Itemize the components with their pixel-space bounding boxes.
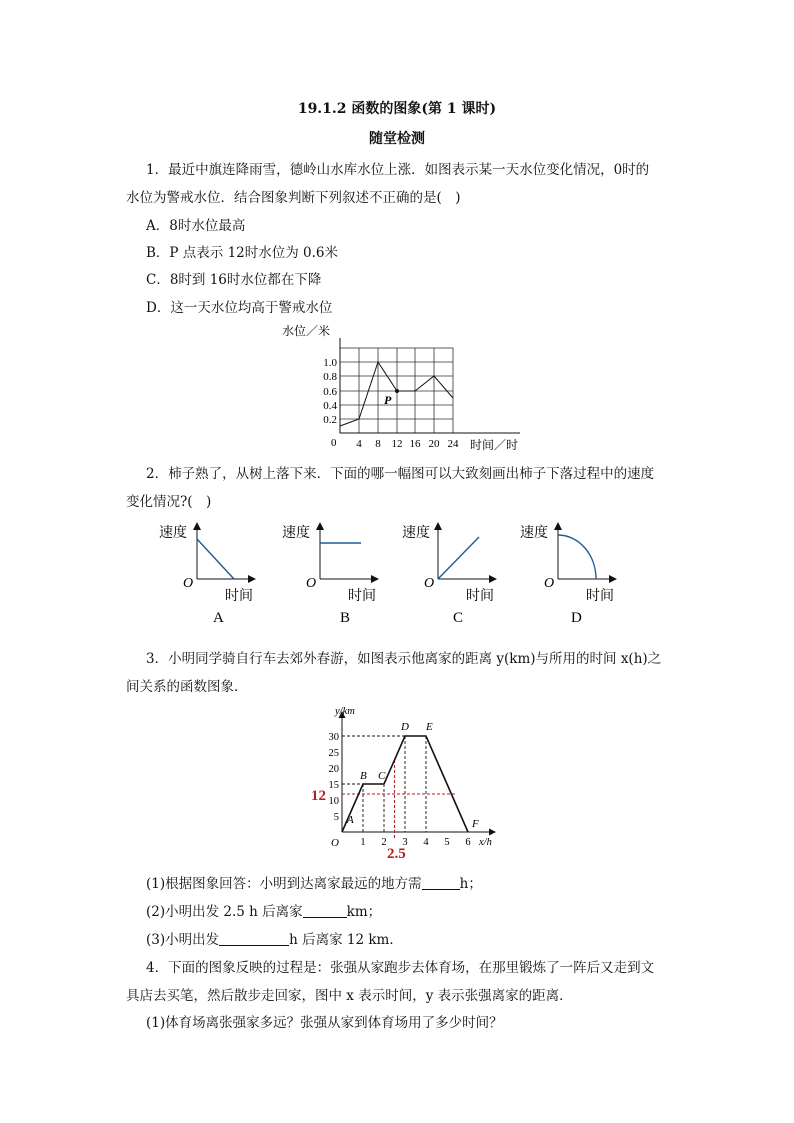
- svg-text:O: O: [424, 576, 435, 591]
- x-tick: 8: [375, 438, 381, 450]
- q3-y-label: y/km: [335, 706, 355, 717]
- q3-mark-25: 2.5: [387, 846, 406, 862]
- svg-text:时间: 时间: [466, 589, 494, 604]
- q3-sub2: (2)小明出发 2.5 h 后离家 km；: [146, 904, 382, 920]
- svg-text:D: D: [571, 610, 582, 626]
- q1-text-line2: 水位为警戒水位．结合图象判断下列叙述不正确的是( ): [126, 190, 461, 206]
- svg-text:B: B: [360, 770, 367, 782]
- y-tick: 0.8: [323, 371, 337, 383]
- x-tick: 16: [409, 438, 421, 450]
- q4-text-line1: 4．下面的图象反映的过程是：张强从家跑步去体育场，在那里锻炼了一阵后又走到文: [146, 960, 655, 976]
- point-p: [395, 389, 399, 393]
- svg-text:速度: 速度: [282, 526, 310, 541]
- svg-text:C: C: [378, 770, 386, 782]
- svg-text:C: C: [453, 610, 464, 626]
- q3-sub3: (3)小明出发 h 后离家 12 km．: [146, 932, 403, 948]
- q3-text-line2: 间关系的函数图象．: [126, 679, 248, 695]
- svg-text:6: 6: [465, 837, 471, 848]
- svg-text:时间: 时间: [586, 589, 614, 604]
- svg-text:时间: 时间: [225, 589, 253, 604]
- q1-option-b: B．P 点表示 12时水位为 0.6米: [146, 245, 339, 261]
- y-tick: 0.2: [323, 414, 337, 426]
- q1-text-line1: 1．最近中旗连降雨雪，德岭山水库水位上涨．如图表示某一天水位变化情况，0时的: [146, 162, 650, 178]
- q3-mark-12: 12: [311, 788, 326, 804]
- q3-x-label: x/h: [479, 837, 492, 848]
- chart-y-label: 水位／米: [282, 324, 331, 338]
- answer-blank-2[interactable]: [303, 903, 347, 918]
- svg-text:25: 25: [328, 748, 339, 759]
- y-tick: 0.6: [323, 386, 337, 398]
- q1-water-level-chart: [278, 320, 538, 455]
- chart-origin: 0: [331, 437, 337, 449]
- svg-text:A: A: [347, 814, 354, 826]
- q4-sub1: (1)体育场离张强家多远？张强从家到体育场用了多少时间？: [146, 1015, 503, 1031]
- q2-speed-graphs: [150, 515, 640, 630]
- svg-text:E: E: [426, 721, 433, 733]
- svg-text:D: D: [401, 721, 409, 733]
- svg-text:5: 5: [333, 812, 339, 823]
- page-title: 19.1.2 函数的图象(第 1 课时): [297, 101, 497, 117]
- graph-b: [282, 523, 378, 626]
- q3-text-line1: 3．小明同学骑自行车去郊外春游，如图表示他离家的距离 y(km)与所用的时间 x(h)之: [146, 651, 662, 667]
- svg-text:30: 30: [328, 732, 339, 743]
- answer-blank-1[interactable]: [422, 875, 460, 890]
- q2-text-line2: 变化情况?( ): [126, 494, 212, 510]
- svg-text:速度: 速度: [159, 526, 187, 541]
- graph-d: [520, 523, 616, 626]
- x-tick: 12: [391, 438, 403, 450]
- svg-text:F: F: [472, 818, 479, 830]
- svg-text:20: 20: [328, 764, 339, 775]
- x-tick: 24: [447, 438, 459, 450]
- q2-text-line1: 2．柿子熟了，从树上落下来．下面的哪一幅图可以大致刻画出柿子下落过程中的速度: [146, 466, 655, 482]
- svg-text:O: O: [544, 576, 555, 591]
- svg-text:O: O: [306, 576, 317, 591]
- chart-point-label: P: [384, 393, 392, 407]
- svg-text:速度: 速度: [402, 526, 430, 541]
- q1-option-d: D．这一天水位均高于警戒水位: [146, 300, 333, 316]
- svg-text:时间: 时间: [348, 589, 376, 604]
- svg-text:1: 1: [360, 837, 366, 848]
- svg-text:A: A: [213, 610, 224, 626]
- q1-option-a: A．8时水位最高: [146, 218, 246, 234]
- svg-text:B: B: [340, 610, 351, 626]
- x-tick: 20: [428, 438, 440, 450]
- chart-x-label: 时间／时: [470, 438, 519, 452]
- y-tick: 1.0: [323, 357, 337, 369]
- graph-c: [402, 523, 496, 626]
- answer-blank-3[interactable]: [219, 931, 289, 946]
- svg-text:10: 10: [328, 796, 339, 807]
- q3-sub1: (1)根据图象回答：小明到达离家最远的地方需 h；: [146, 876, 482, 892]
- svg-text:4: 4: [423, 837, 429, 848]
- q4-text-line2: 具店去买笔，然后散步走回家，图中 x 表示时间，y 表示张强离家的距离．: [126, 988, 573, 1004]
- x-tick: 4: [356, 438, 362, 450]
- q3-distance-chart: [305, 702, 505, 862]
- section-title: 随堂检测: [369, 131, 425, 147]
- svg-text:2: 2: [381, 837, 387, 848]
- svg-text:O: O: [183, 576, 194, 591]
- q1-option-c: C．8时到 16时水位都在下降: [146, 272, 322, 288]
- graph-a: [159, 523, 255, 626]
- svg-text:5: 5: [444, 837, 450, 848]
- svg-text:15: 15: [328, 780, 339, 791]
- svg-text:速度: 速度: [520, 526, 548, 541]
- svg-text:3: 3: [402, 837, 408, 848]
- q3-origin: O: [331, 837, 339, 849]
- y-tick: 0.4: [323, 400, 337, 412]
